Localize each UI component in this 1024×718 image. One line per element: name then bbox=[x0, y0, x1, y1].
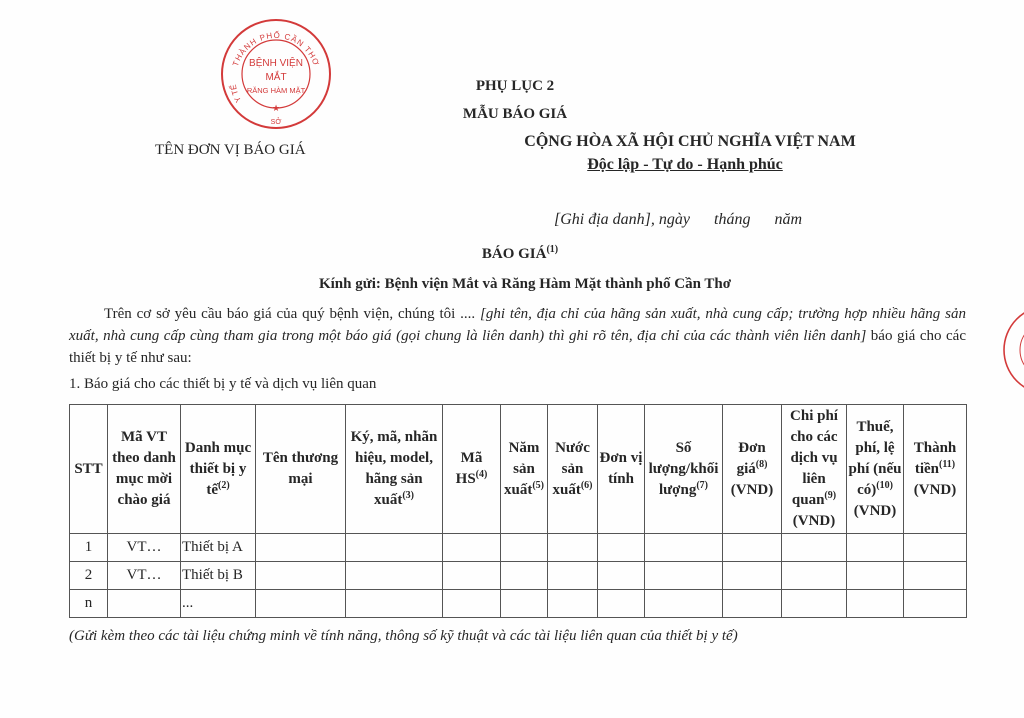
header-total-unit: (VND) bbox=[913, 481, 957, 498]
svg-text:SỞ: SỞ bbox=[270, 119, 282, 126]
country-name: CỘNG HÒA XÃ HỘI CHỦ NGHĨA VIỆT NAM bbox=[524, 133, 856, 150]
row-category: ... bbox=[181, 590, 256, 618]
header-category-note: (2) bbox=[217, 479, 230, 491]
header-tax-note: (10) bbox=[876, 479, 893, 491]
table-row bbox=[70, 562, 967, 590]
header-code: Mã VT theo danh mục mời chào giá bbox=[108, 405, 181, 534]
row-stt: n bbox=[70, 590, 108, 618]
row-category: Thiết bị B bbox=[181, 562, 256, 590]
form-title: MẪU BÁO GIÁ bbox=[462, 106, 568, 122]
section-title: 1. Báo giá cho các thiết bị y tế và dịch vụ liên quan bbox=[69, 376, 377, 392]
header-hs-text: Mã HS bbox=[455, 450, 483, 487]
svg-text:BỆNH VIỆN: BỆNH VIỆN bbox=[249, 58, 303, 69]
svg-text:MẮT: MẮT bbox=[265, 72, 287, 83]
header-total bbox=[904, 405, 967, 534]
header-quantity bbox=[645, 405, 723, 534]
header-category-text: Danh mục thiết bị y tế bbox=[184, 439, 252, 498]
header-brand bbox=[346, 405, 443, 534]
row-category: Thiết bị A bbox=[181, 534, 256, 562]
header-trade-name: Tên thương mại bbox=[256, 405, 346, 534]
svg-text:RĂNG HÀM MẶT: RĂNG HÀM MẶT bbox=[246, 86, 306, 95]
header-country bbox=[548, 405, 598, 534]
header-service-note: (9) bbox=[824, 490, 837, 501]
intro-text-italic: [ghi tên, địa chỉ của hãng sản xuất, nhà cung cấp; trường hợp nhiều hãng sản xuất, nhà cung cấp cùng tham gia trong một báo giá (gọi chung là liên danh) thì ghi rõ tên, địa chỉ của các thành viên liên danh] bbox=[69, 306, 966, 344]
intro-text-2: báo giá cho các thiết bị y tế như sau: bbox=[69, 328, 966, 366]
header-quantity-note: (7) bbox=[696, 479, 708, 491]
header-brand-note: (3) bbox=[402, 490, 414, 501]
header-country-note: (6) bbox=[580, 479, 593, 491]
svg-text:Y TẾ: Y TẾ bbox=[228, 83, 244, 104]
quote-title-note: (1) bbox=[546, 244, 559, 255]
header-price-unit: (VND) bbox=[730, 481, 774, 498]
motto bbox=[505, 156, 865, 174]
header-tax-text: Thuế, phí, lệ phí (nếu có) bbox=[848, 418, 902, 498]
header-country-text: Nước sản xuất bbox=[552, 439, 590, 498]
row-stt: 1 bbox=[70, 534, 108, 562]
table-header-row bbox=[70, 405, 967, 534]
place-date: [Ghi địa danh], ngày tháng năm bbox=[554, 211, 802, 228]
table-row bbox=[70, 590, 967, 618]
header-hs-note: (4) bbox=[475, 469, 488, 480]
row-code: VT… bbox=[108, 562, 181, 590]
header-stt: STT bbox=[70, 405, 108, 534]
header-price bbox=[723, 405, 782, 534]
svg-text:THÀNH PHỐ CẦN THƠ: THÀNH PHỐ CẦN THƠ bbox=[230, 30, 322, 68]
intro-paragraph bbox=[69, 303, 966, 369]
header-brand-text: Ký, mã, nhãn hiệu, model, hãng sản xuất bbox=[350, 429, 438, 508]
header-service-unit: (VND) bbox=[792, 513, 836, 529]
quote-table bbox=[69, 404, 967, 618]
header-price-text: Đơn giá bbox=[736, 439, 766, 477]
footnote: (Gửi kèm theo các tài liệu chứng minh về tính năng, thông số kỹ thuật và các tài liệu liên quan của thiết bị y tế) bbox=[69, 628, 738, 644]
partial-stamp bbox=[994, 300, 1024, 400]
header-hs bbox=[443, 405, 501, 534]
motto-text: Độc lập - Tự do - Hạnh phúc bbox=[587, 156, 783, 173]
header-quantity-text: Số lượng/khối lượng bbox=[648, 439, 719, 498]
header-total-note: (11) bbox=[939, 458, 956, 470]
row-code: VT… bbox=[108, 534, 181, 562]
recipient: Kính gửi: Bệnh viện Mắt và Răng Hàm Mặt thành phố Cần Thơ bbox=[318, 276, 732, 292]
table-row bbox=[70, 534, 967, 562]
row-stt: 2 bbox=[70, 562, 108, 590]
hospital-stamp bbox=[218, 16, 334, 132]
header-service-text: Chi phí cho các dịch vụ liên quan bbox=[790, 408, 838, 508]
quote-title-text: BÁO GIÁ bbox=[481, 246, 547, 262]
unit-name: TÊN ĐƠN VỊ BÁO GIÁ bbox=[155, 142, 306, 158]
header-year bbox=[501, 405, 548, 534]
header-tax-unit: (VND) bbox=[853, 502, 897, 519]
quote-title bbox=[430, 246, 610, 263]
header-price-note: (8) bbox=[755, 458, 768, 470]
header-unit: Đơn vị tính bbox=[598, 405, 645, 534]
header-category bbox=[181, 405, 256, 534]
appendix-label: PHỤ LỤC 2 bbox=[475, 78, 555, 94]
intro-text-1: Trên cơ sở yêu cầu báo giá của quý bệnh viện, chúng tôi .... bbox=[104, 306, 480, 322]
header-year-note: (5) bbox=[532, 479, 544, 491]
svg-text:★: ★ bbox=[271, 103, 281, 113]
header-tax bbox=[847, 405, 904, 534]
row-code bbox=[108, 590, 181, 618]
header-service bbox=[782, 405, 847, 534]
header-total-text: Thành tiền bbox=[913, 439, 957, 477]
header-year-text: Năm sản xuất bbox=[503, 439, 540, 498]
